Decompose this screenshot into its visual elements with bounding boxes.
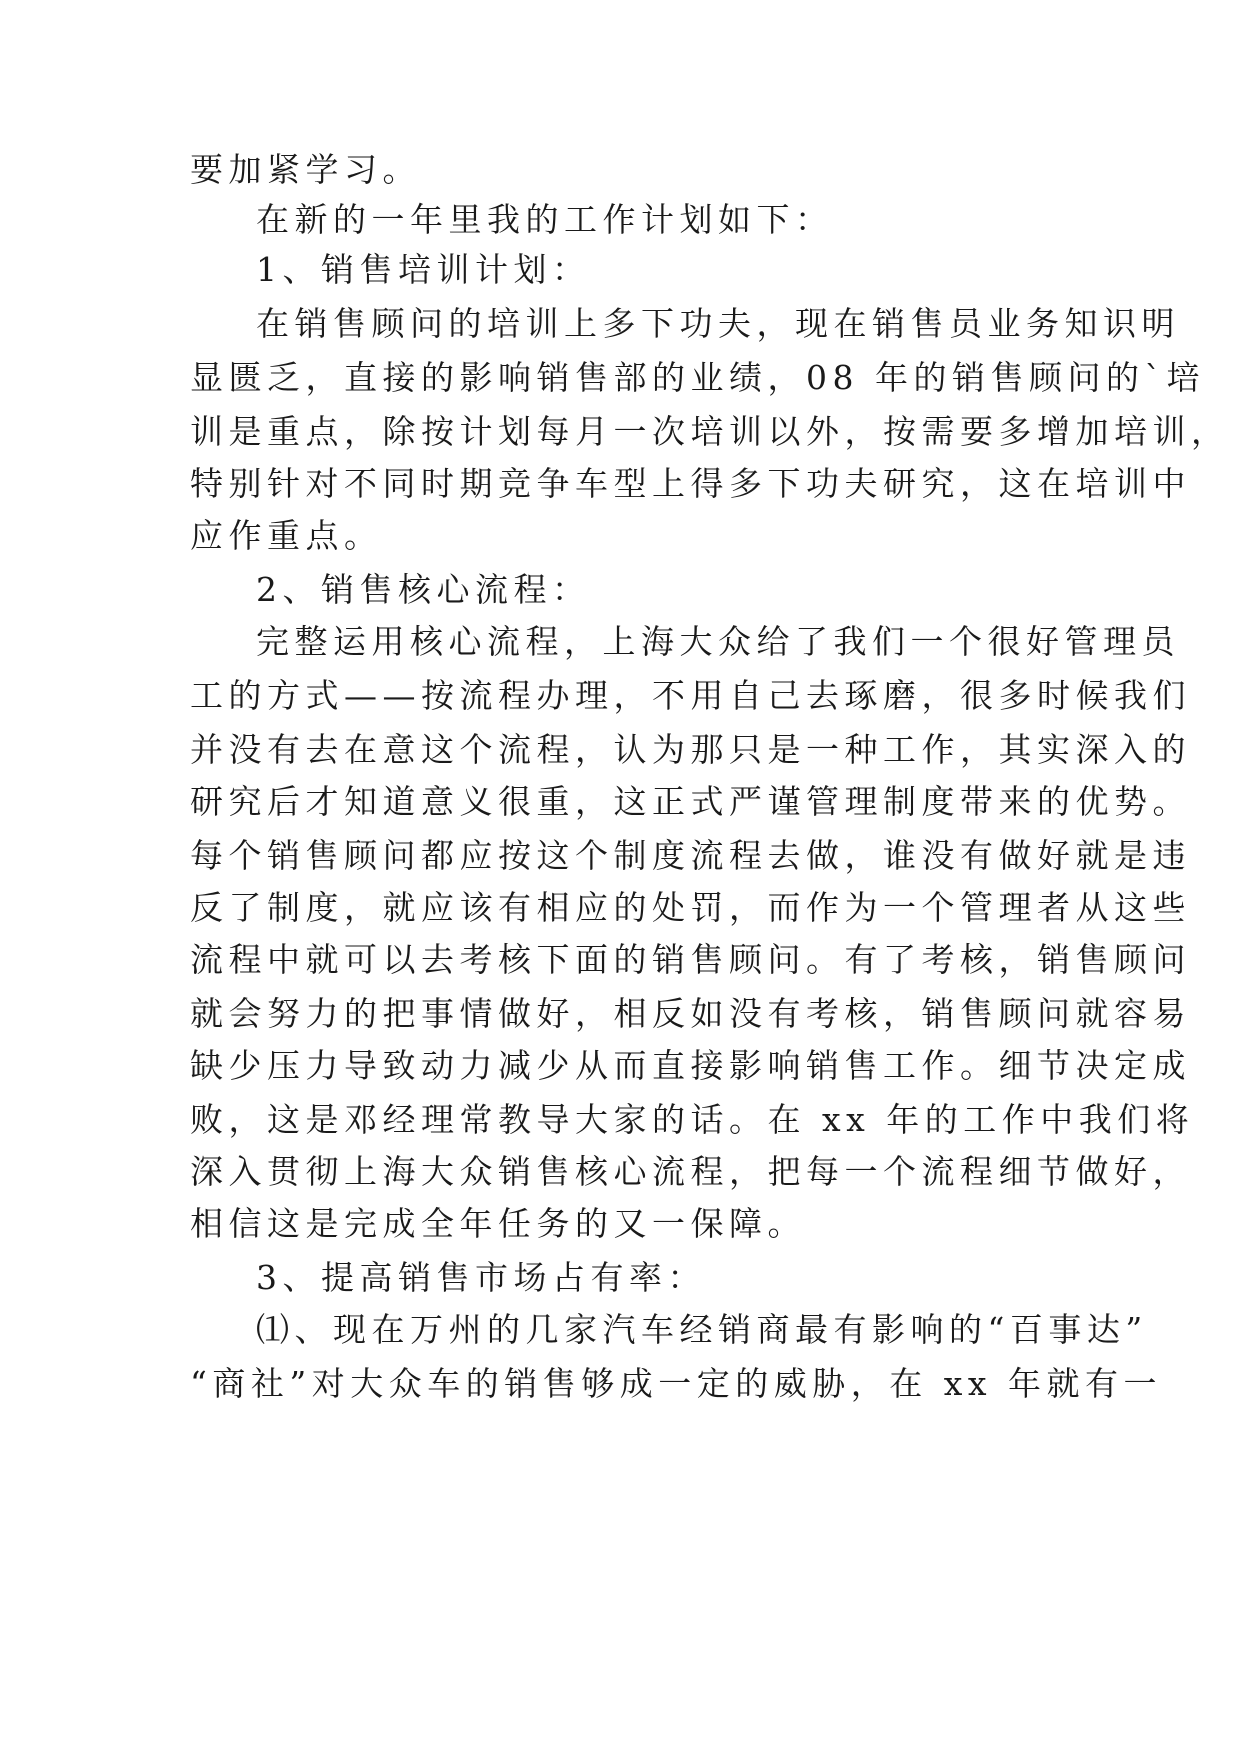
paragraph-text: 在销售顾问的培训上多下功夫，现在销售员业务知识明	[256, 304, 1180, 343]
body-text-line: 并没有去在意这个流程，认为那只是一种工作，其实深入的	[190, 730, 1191, 769]
body-text-line: 缺少压力导致动力减少从而直接影响销售工作。细节决定成	[190, 1046, 1191, 1085]
body-text-line: 反了制度，就应该有相应的处罚，而作为一个管理者从这些	[190, 888, 1191, 927]
section-heading: 3、提高销售市场占有率：	[256, 1258, 706, 1297]
paragraph-text: 完整运用核心流程，上海大众给了我们一个很好管理员	[256, 622, 1180, 661]
body-text-line: 流程中就可以去考核下面的销售顾问。有了考核，销售顾问	[190, 940, 1191, 979]
body-text-line: 要加紧学习。	[190, 150, 421, 189]
section-heading: 1、销售培训计划：	[256, 250, 591, 289]
body-text-line: 败，这是邓经理常教导大家的话。在 xx 年的工作中我们将	[190, 1100, 1195, 1139]
body-text-line: 应作重点。	[190, 516, 383, 555]
paragraph-text: 在新的一年里我的工作计划如下：	[256, 200, 834, 239]
body-text-line: 显匮乏，直接的影响销售部的业绩，08 年的销售顾问的`培	[190, 358, 1205, 397]
body-text-line: 训是重点，除按计划每月一次培训以外，按需要多增加培训，	[190, 412, 1230, 451]
body-text-line: 每个销售顾问都应按这个制度流程去做，谁没有做好就是违	[190, 836, 1191, 875]
paragraph-text: ⑴、现在万州的几家汽车经销商最有影响的“百事达”	[256, 1310, 1148, 1349]
body-text-line: “商社”对大众车的销售够成一定的威胁，在 xx 年就有一	[190, 1364, 1162, 1403]
body-text-line: 就会努力的把事情做好，相反如没有考核，销售顾问就容易	[190, 994, 1191, 1033]
body-text-line: 深入贯彻上海大众销售核心流程，把每一个流程细节做好，	[190, 1152, 1191, 1191]
body-text-line: 工的方式——按流程办理，不用自己去琢磨，很多时候我们	[190, 676, 1191, 715]
body-text-line: 相信这是完成全年任务的又一保障。	[190, 1204, 806, 1243]
body-text-line: 特别针对不同时期竞争车型上得多下功夫研究，这在培训中	[190, 464, 1191, 503]
section-heading: 2、销售核心流程：	[256, 570, 591, 609]
body-text-line: 研究后才知道意义很重，这正式严谨管理制度带来的优势。	[190, 782, 1191, 821]
